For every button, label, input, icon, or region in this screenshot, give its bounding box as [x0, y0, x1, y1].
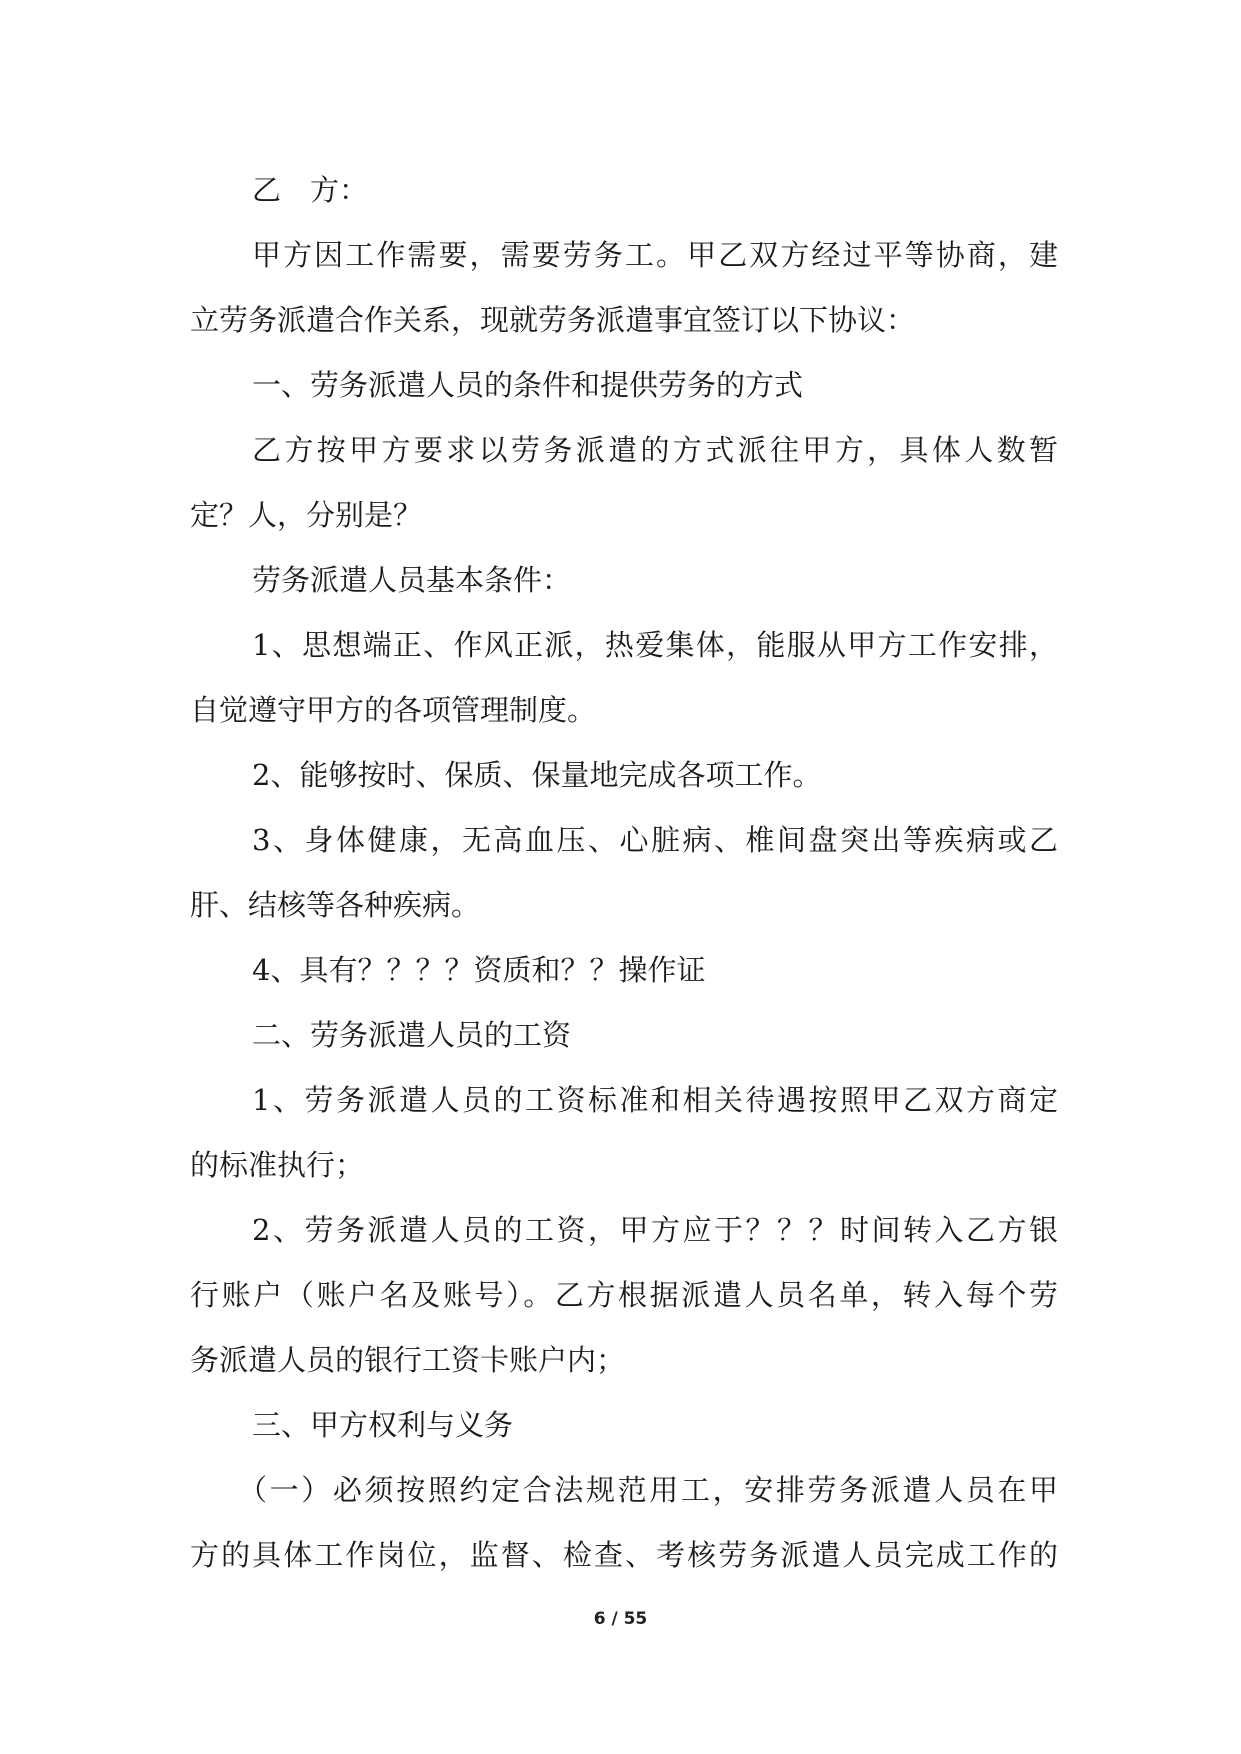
paragraph-line: 的标准执行；: [190, 1148, 365, 1182]
paragraph-line: 2、能够按时、保质、保量地完成各项工作。: [252, 758, 822, 792]
paragraph-line: 肝、结核等各种疾病。: [190, 888, 481, 922]
document-body: [190, 158, 1058, 1588]
paragraph-line: 乙方按甲方要求以劳务派遣的方式派往甲方，具体人数暂: [252, 433, 1058, 467]
paragraph-line: 行账户（账户名及账号）。乙方根据派遣人员名单，转入每个劳: [190, 1278, 1058, 1312]
paragraph-line: 劳务派遣人员基本条件：: [252, 563, 572, 597]
paragraph-line: 2、劳务派遣人员的工资，甲方应于？？？时间转入乙方银: [252, 1213, 1058, 1247]
paragraph-line: 1、劳务派遣人员的工资标准和相关待遇按照甲乙双方商定: [252, 1083, 1058, 1117]
section-heading: 一、劳务派遣人员的条件和提供劳务的方式: [252, 368, 804, 402]
paragraph-line: 3、身体健康，无高血压、心脏病、椎间盘突出等疾病或乙: [252, 823, 1058, 857]
paragraph-line: 方的具体工作岗位，监督、检查、考核劳务派遣人员完成工作的: [190, 1538, 1058, 1572]
paragraph-line: （一）必须按照约定合法规范用工，安排劳务派遣人员在甲: [238, 1473, 1058, 1507]
section-heading: 二、劳务派遣人员的工资: [252, 1018, 572, 1052]
paragraph-line: 1、思想端正、作风正派，热爱集体，能服从甲方工作安排，: [252, 628, 1058, 662]
party-b-label: 乙 方：: [252, 173, 369, 207]
section-heading: 三、甲方权利与义务: [252, 1408, 514, 1442]
paragraph-line: 4、具有？？？？资质和？？操作证: [252, 953, 706, 987]
paragraph-line: 甲方因工作需要，需要劳务工。甲乙双方经过平等协商，建: [252, 238, 1058, 272]
paragraph-line: 立劳务派遣合作关系，现就劳务派遣事宜签订以下协议：: [190, 303, 916, 337]
page-number: 6 / 55: [593, 1609, 648, 1629]
paragraph-line: 定？人，分别是？: [190, 498, 423, 532]
paragraph-line: 自觉遵守甲方的各项管理制度。: [190, 693, 597, 727]
paragraph-line: 务派遣人员的银行工资卡账户内；: [190, 1343, 626, 1377]
